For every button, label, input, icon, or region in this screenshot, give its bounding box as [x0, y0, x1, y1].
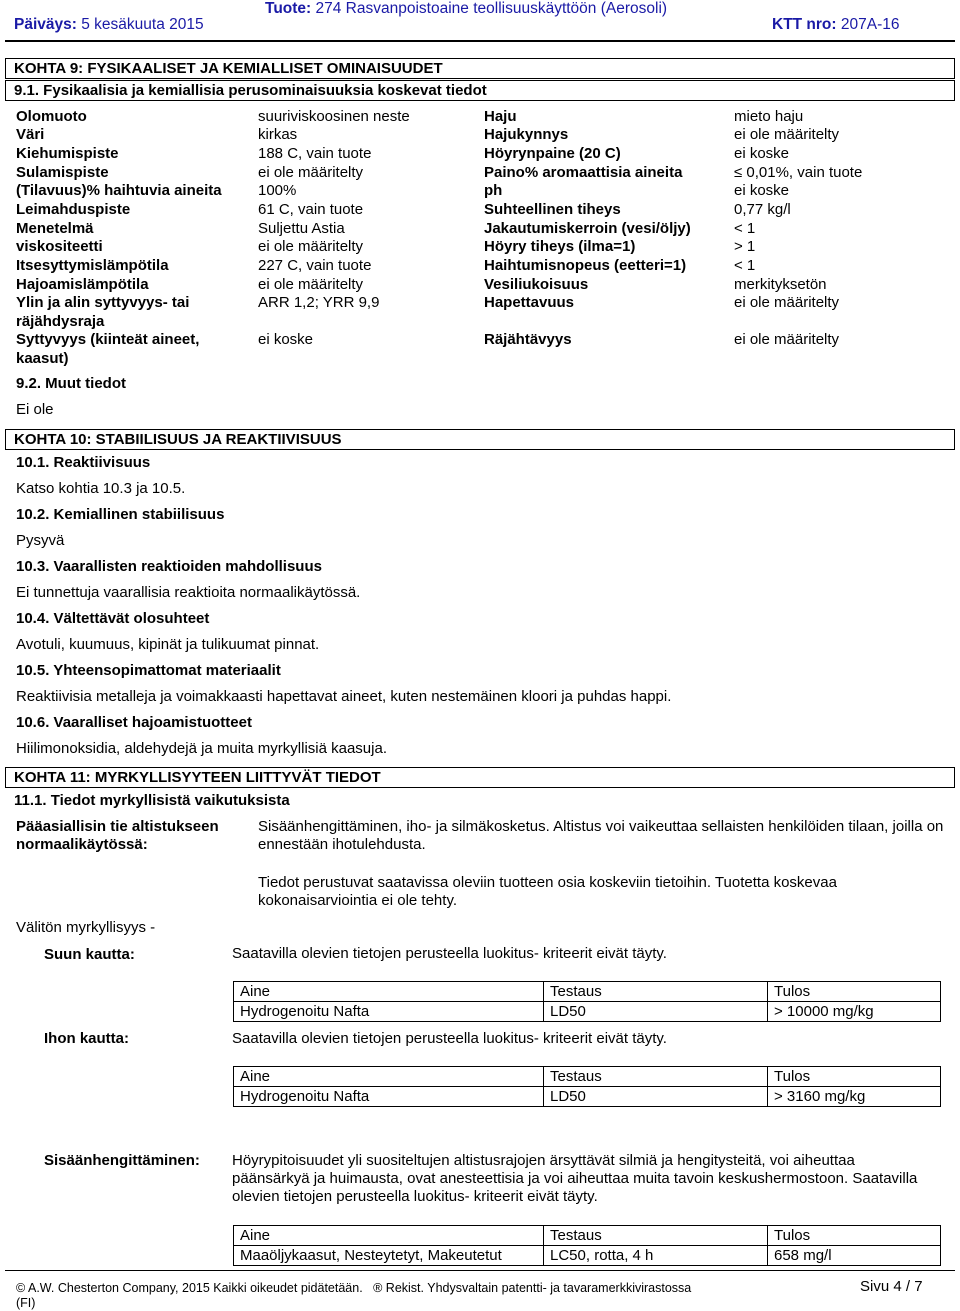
acute-label: Välitön myrkyllisyys -: [16, 919, 156, 936]
property-label: Itsesyttymislämpötila: [16, 257, 169, 274]
product-value: 274 Rasvanpoistoaine teollisuuskäyttöön (Aerosoli): [315, 0, 668, 17]
property-value: > 1: [734, 238, 756, 255]
property-label: ph: [484, 182, 503, 199]
section10-item-head: 10.1. Reaktiivisuus: [16, 454, 151, 471]
property-label: Hajoamislämpötila: [16, 276, 149, 293]
footer-lang: (FI): [16, 1296, 36, 1310]
oral-text: Saatavilla olevien tietojen perusteella luokitus- kriteerit eivät täyty.: [232, 945, 667, 962]
property-value: ei koske: [734, 182, 790, 199]
property-value: 61 C, vain tuote: [258, 201, 364, 218]
cell-tulos: 658 mg/l: [768, 1246, 941, 1266]
skin-table: [233, 1066, 941, 1107]
col-tulos: Tulos: [768, 1067, 941, 1087]
property-value: Suljettu Astia: [258, 220, 345, 237]
cell-aine: Hydrogenoitu Nafta: [234, 1087, 544, 1107]
footer-rule: [5, 1270, 955, 1271]
property-value: ei ole määritelty: [258, 238, 364, 255]
col-tulos: Tulos: [768, 982, 941, 1002]
table-row: [234, 1002, 941, 1022]
cell-tulos: > 10000 mg/kg: [768, 1002, 941, 1022]
property-value: 227 C, vain tuote: [258, 257, 372, 274]
property-label: Olomuoto: [16, 108, 87, 125]
col-aine: Aine: [234, 982, 544, 1002]
property-label: Suhteellinen tiheys: [484, 201, 621, 218]
table-row: [234, 1246, 941, 1266]
col-tulos: Tulos: [768, 1226, 941, 1246]
exposure-label: Pääasiallisin tie altistukseen normaalikäytössä:: [16, 818, 219, 853]
section10-item-text: Katso kohtia 10.3 ja 10.5.: [16, 480, 186, 497]
section10-item-text: Avotuli, kuumuus, kipinät ja tulikuumat pinnat.: [16, 636, 320, 653]
property-value: suuriviskoosinen neste: [258, 108, 410, 125]
section9-title: KOHTA 9: FYSIKAALISET JA KEMIALLISET OMINAISUUDET: [14, 60, 443, 77]
section11-title: KOHTA 11: MYRKYLLISYYTEEN LIITTYVÄT TIEDOT: [14, 769, 381, 786]
col-aine: Aine: [234, 1226, 544, 1246]
inhal-text: Höyrypitoisuudet yli suositeltujen altistusrajojen ärsyttävät silmiä ja hengitysteitä, voi aiheuttaa päänsärkyä ja huimausta, ovat anesteettisia ja voi aiheuttaa muita tavoin keskushermostoon. Saatavilla olevien tietojen perusteella luokitus- kriteerit eivät täyty.: [232, 1152, 918, 1205]
property-label: Syttyvyys (kiinteät aineet,: [16, 331, 200, 348]
property-label: Haihtumisnopeus (eetteri=1): [484, 257, 687, 274]
col-aine: Aine: [234, 1067, 544, 1087]
col-testaus: Testaus: [544, 1067, 768, 1087]
header-rule: [5, 40, 955, 42]
property-label-cont: räjähdysraja: [16, 313, 105, 330]
trademark-text: ® Rekist. Yhdysvaltain patentti- ja tavaramerkkivirastossa: [373, 1281, 692, 1295]
col-testaus: Testaus: [544, 982, 768, 1002]
property-label: Hajukynnys: [484, 126, 569, 143]
property-label: Hapettavuus: [484, 294, 575, 311]
date-label: Päiväys:: [14, 16, 77, 33]
section9-sub2-text: Ei ole: [16, 401, 54, 418]
date-value: 5 kesäkuuta 2015: [81, 16, 204, 33]
header-date: [14, 16, 204, 34]
table-header-row: [234, 1226, 941, 1246]
exposure-text: Sisäänhengittäminen, iho- ja silmäkosketus. Altistus voi vaikeuttaa sellaisten henkilöiden tilaan, joilla on ennestään ihotulehdusta.: [258, 818, 944, 853]
footer-copyright: [16, 1279, 691, 1297]
property-value: kirkas: [258, 126, 298, 143]
property-value: 100%: [258, 182, 297, 199]
section10-item-text: Hiilimonoksidia, aldehydejä ja muita myrkyllisiä kaasuja.: [16, 740, 387, 757]
property-value: ei ole määritelty: [734, 294, 840, 311]
property-label: Paino% aromaattisia aineita: [484, 164, 683, 181]
property-value: < 1: [734, 257, 756, 274]
section10-item-head: 10.5. Yhteensopimattomat materiaalit: [16, 662, 281, 679]
section10-item-head: 10.6. Vaaralliset hajoamistuotteet: [16, 714, 252, 731]
property-label: Sulamispiste: [16, 164, 109, 181]
table-row: [234, 1087, 941, 1107]
property-value: ≤ 0,01%, vain tuote: [734, 164, 863, 181]
property-label: Höyrynpaine (20 C): [484, 145, 621, 162]
property-value: ei ole määritelty: [258, 276, 364, 293]
property-label: Höyry tiheys (ilma=1): [484, 238, 636, 255]
section9-subtitle: 9.1. Fysikaalisia ja kemiallisia perusominaisuuksia koskevat tiedot: [14, 82, 487, 99]
property-value: mieto haju: [734, 108, 804, 125]
cell-aine: Maaöljykaasut, Nesteytetyt, Makeutetut: [234, 1246, 544, 1266]
property-value: 0,77 kg/l: [734, 201, 791, 218]
col-testaus: Testaus: [544, 1226, 768, 1246]
info-text: Tiedot perustuvat saatavissa oleviin tuotteen osia koskeviin tietoihin. Tuotetta koskevaa kokonaisarviointia ei ole tehty.: [258, 874, 837, 909]
cell-aine: Hydrogenoitu Nafta: [234, 1002, 544, 1022]
property-label: Räjähtävyys: [484, 331, 572, 348]
property-value: 188 C, vain tuote: [258, 145, 372, 162]
property-label: Vesiliukoisuus: [484, 276, 589, 293]
ktt-label: KTT nro:: [772, 16, 837, 33]
section10-item-text: Ei tunnettuja vaarallisia reaktioita normaalikäytössä.: [16, 584, 361, 601]
property-label: Leimahduspiste: [16, 201, 131, 218]
cell-testaus: LD50: [544, 1087, 768, 1107]
property-value: ei koske: [734, 145, 790, 162]
property-label-cont: kaasut): [16, 350, 69, 367]
property-label: Jakautumiskerroin (vesi/öljy): [484, 220, 691, 237]
section10-item-text: Reaktiivisia metalleja ja voimakkaasti hapettavat aineet, kuten nestemäinen kloori ja puhdas happi.: [16, 688, 672, 705]
property-value: ei ole määritelty: [734, 331, 840, 348]
copyright-text: © A.W. Chesterton Company, 2015 Kaikki oikeudet pidätetään.: [16, 1281, 363, 1295]
property-value: ei koske: [258, 331, 314, 348]
property-label: Väri: [16, 126, 45, 143]
property-value: merkityksetön: [734, 276, 827, 293]
property-label: Ylin ja alin syttyvyys- tai: [16, 294, 190, 311]
section9-sub2: 9.2. Muut tiedot: [16, 375, 126, 392]
property-label: Menetelmä: [16, 220, 94, 237]
table-header-row: [234, 982, 941, 1002]
property-label: viskositeetti: [16, 238, 103, 255]
inhal-table: [233, 1225, 941, 1266]
section10-item-head: 10.2. Kemiallinen stabiilisuus: [16, 506, 225, 523]
cell-testaus: LC50, rotta, 4 h: [544, 1246, 768, 1266]
header-product: [265, 0, 667, 18]
property-label: Kiehumispiste: [16, 145, 119, 162]
inhal-label: Sisäänhengittäminen:: [44, 1152, 200, 1169]
header-ktt: [772, 16, 900, 34]
property-value: ei ole määritelty: [258, 164, 364, 181]
property-value: < 1: [734, 220, 756, 237]
ktt-value: 207A-16: [840, 16, 900, 33]
section11-subtitle: 11.1. Tiedot myrkyllisistä vaikutuksista: [14, 792, 290, 809]
cell-tulos: > 3160 mg/kg: [768, 1087, 941, 1107]
oral-label: Suun kautta:: [44, 946, 135, 963]
cell-testaus: LD50: [544, 1002, 768, 1022]
section10-item-head: 10.3. Vaarallisten reaktioiden mahdollisuus: [16, 558, 322, 575]
table-header-row: [234, 1067, 941, 1087]
section10-title: KOHTA 10: STABIILISUUS JA REAKTIIVISUUS: [14, 431, 342, 448]
property-label: Haju: [484, 108, 517, 125]
property-value: ei ole määritelty: [734, 126, 840, 143]
skin-text: Saatavilla olevien tietojen perusteella luokitus- kriteerit eivät täyty.: [232, 1030, 667, 1047]
property-value: ARR 1,2; YRR 9,9: [258, 294, 380, 311]
property-label: (Tilavuus)% haihtuvia aineita: [16, 182, 222, 199]
product-label: Tuote:: [265, 0, 312, 17]
oral-table: [233, 981, 941, 1022]
footer-page: Sivu 4 / 7: [860, 1278, 923, 1295]
skin-label: Ihon kautta:: [44, 1030, 129, 1047]
section10-item-head: 10.4. Vältettävät olosuhteet: [16, 610, 210, 627]
section10-item-text: Pysyvä: [16, 532, 65, 549]
